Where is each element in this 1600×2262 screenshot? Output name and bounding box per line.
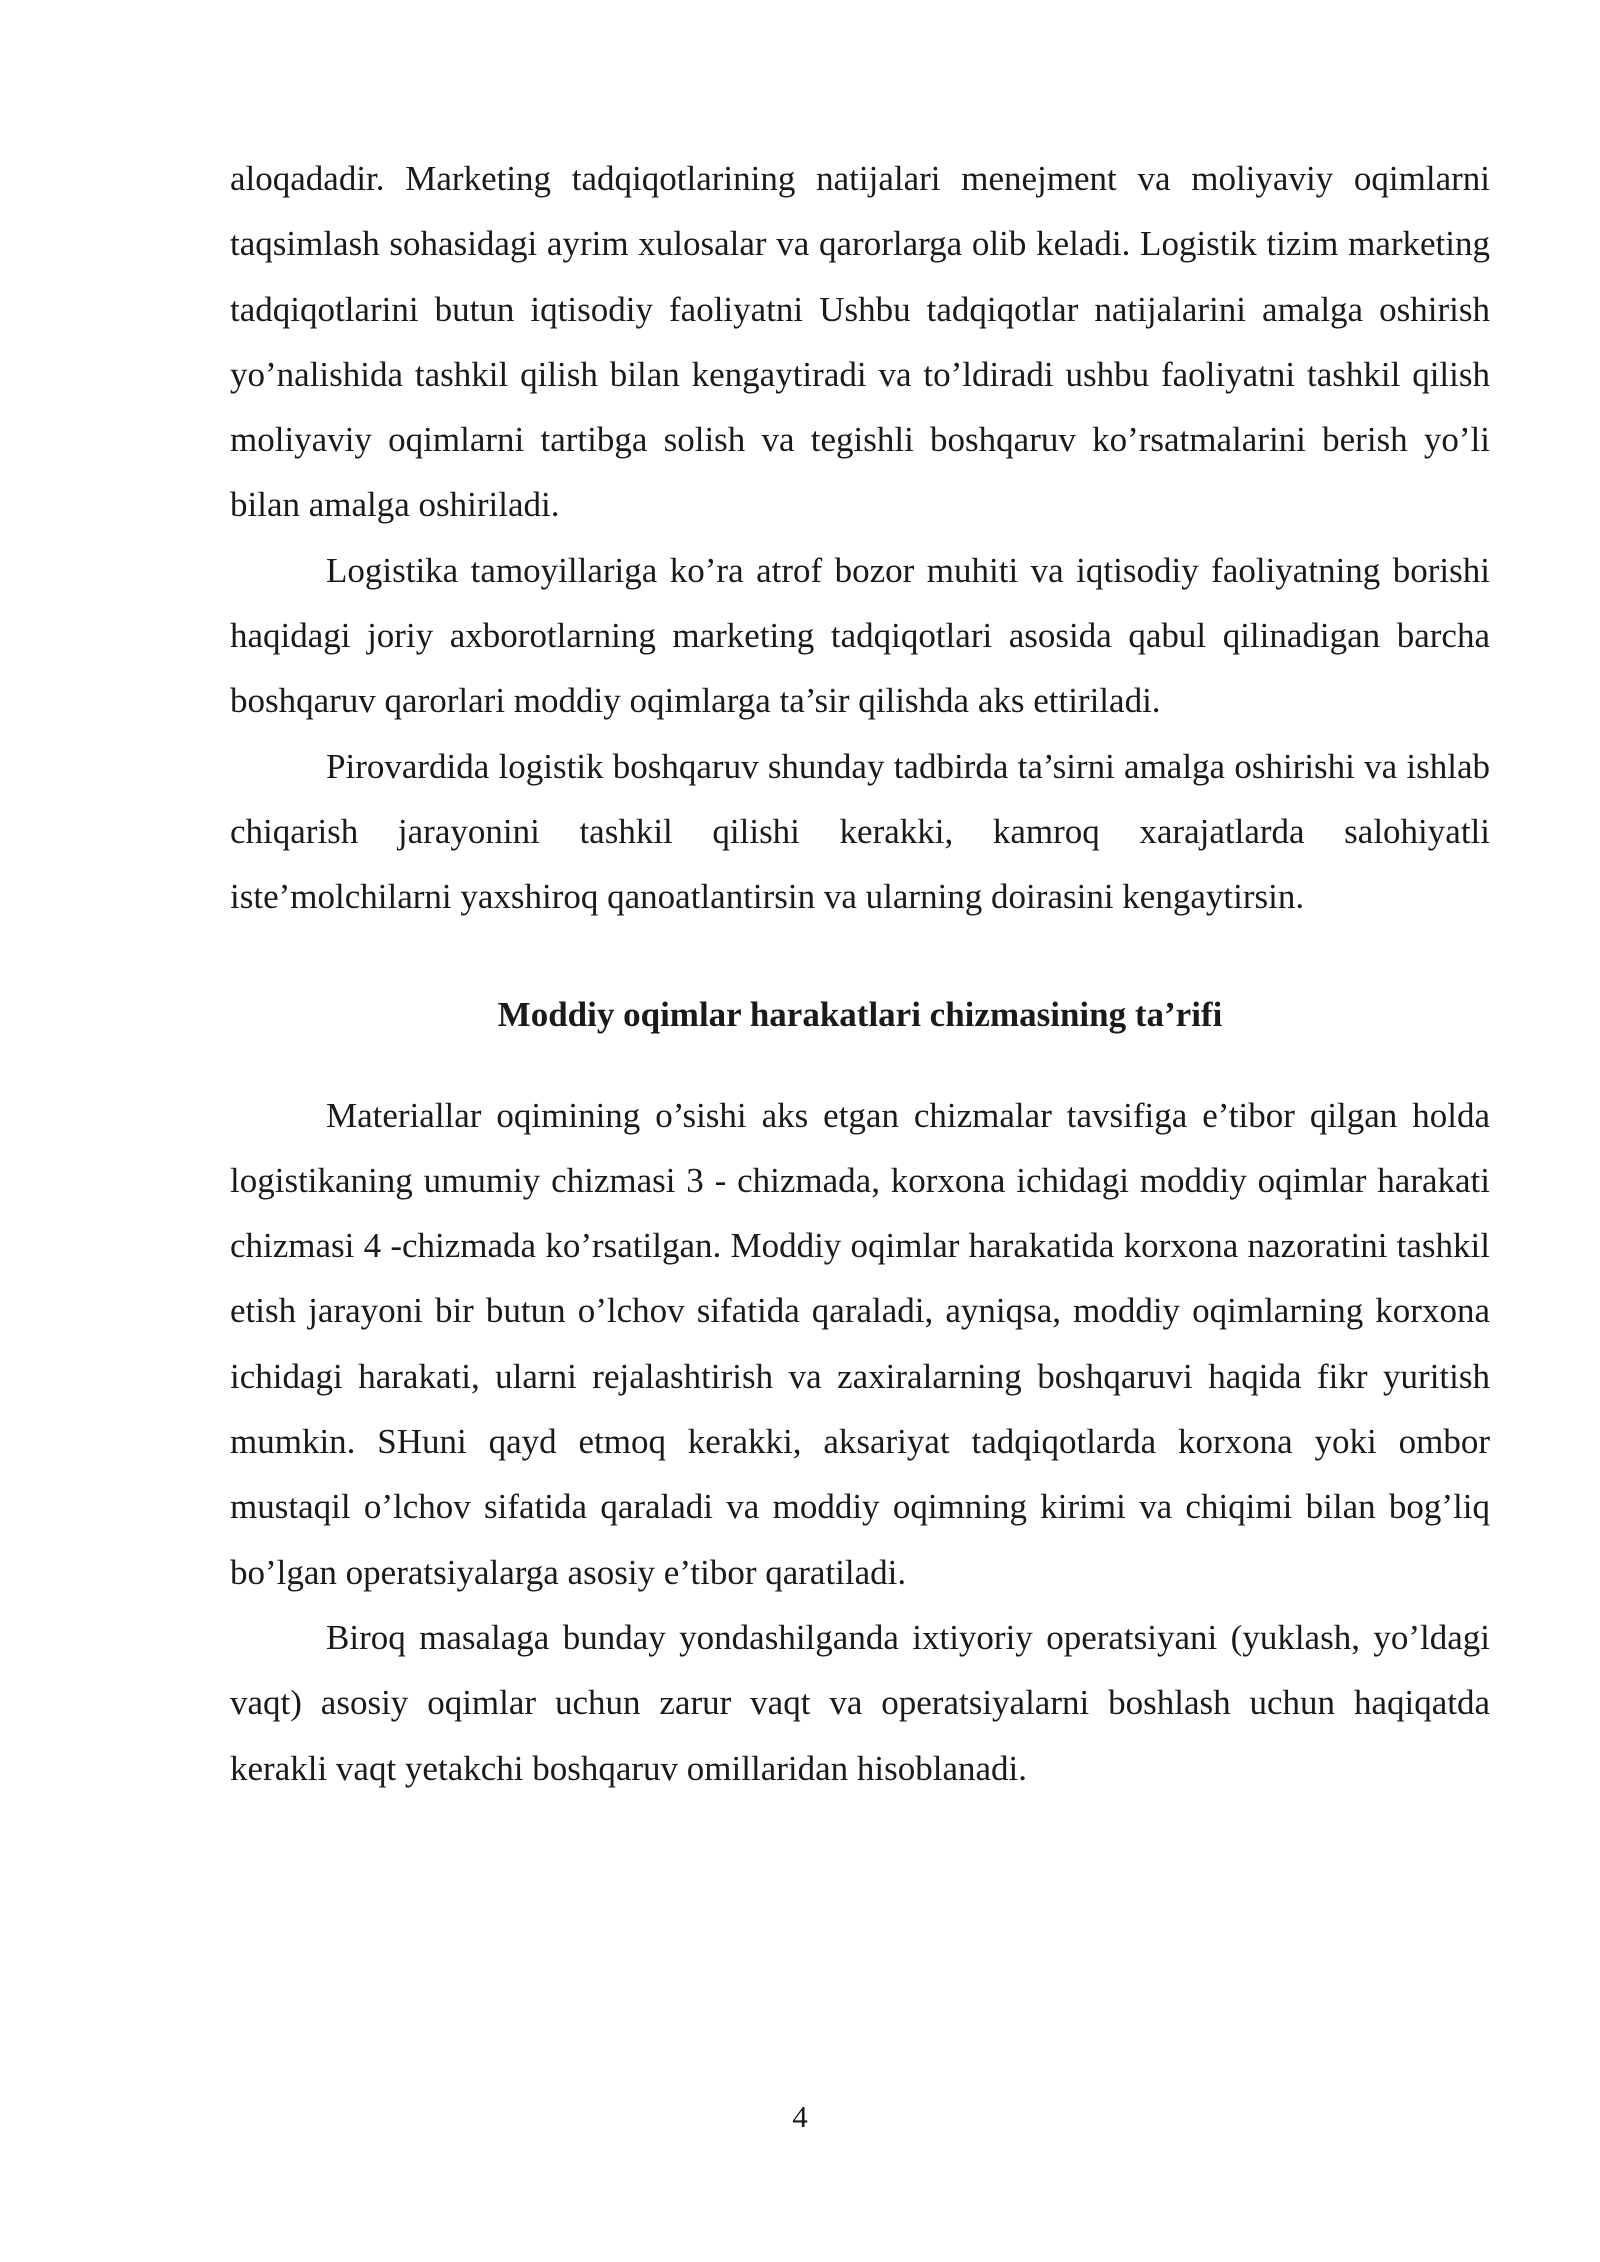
spacer xyxy=(230,930,1490,982)
paragraph-continuation: aloqadadir. Marketing tadqiqotlarining natijalari menejment va moliyaviy oqimlarni taqsimlash sohasidagi ayrim xulosalar va qarorlarga olib keladi. Logistik tizim marketing tadqiqotlarini butun iqtisodiy faoliyatni Ushbu tadqiqotlar natijalarini amalga oshirish yo’nalishida tashkil qilish bilan kengaytiradi va to’ldiradi ushbu faoliyatni tashkil qilish moliyaviy oqimlarni tartibga solish va tegishli boshqaruv ko’rsatmalarini berish yo’li bilan amalga oshiriladi. xyxy=(230,159,1490,525)
paragraph-logistics-principles: Logistika tamoyillariga ko’ra atrof bozor muhiti va iqtisodiy faoliyatning borishi haqidagi joriy axborotlarning marketing tadqiqotlari asosida qabul qilinadigan barcha boshqaruv qarorlari moddiy oqimlarga ta’sir qilishda aks ettiriladi. xyxy=(230,550,1490,721)
paragraph-logistic-management: Pirovardida logistik boshqaruv shunday tadbirda ta’sirni amalga oshirishi va ishlab chiqarish jarayonini tashkil qilishi kerakki, kamroq xarajatlarda salohiyatli iste’molchilarni yaxshiroq qanoatlantirsin va ularning doirasini kengaytirsin. xyxy=(230,746,1490,917)
spacer xyxy=(230,1047,1490,1083)
paragraph-material-flows: Materiallar oqimining o’sishi aks etgan chizmalar tavsifiga e’tibor qilgan holda logistikaning umumiy chizmasi 3 - chizmada, korxona ichidagi moddiy oqimlar harakati chizmasi 4 -chizmada ko’rsatilgan. Moddiy oqimlar harakatida korxona nazoratini tashkil etish jarayoni bir butun o’lchov sifatida qaraladi, ayniqsa, moddiy oqimlarning korxona ichidagi harakati, ularni rejalashtirish va zaxiralarning boshqaruvi haqida fikr yuritish mumkin. SHuni qayd etmoq kerakki, aksariyat tadqiqotlarda korxona yoki ombor mustaqil o’lchov sifatida qaraladi va moddiy oqimning kirimi va chiqimi bilan bog’liq bo’lgan operatsiyalarga asosiy e’tibor qaratiladi. xyxy=(230,1095,1490,1592)
page-number: 4 xyxy=(792,2099,808,2134)
page-content xyxy=(230,146,1490,1801)
paragraph-approach: Biroq masalaga bunday yondashilganda ixtiyoriy operatsiyani (yuklash, yo’ldagi vaqt) asosiy oqimlar uchun zarur vaqt va operatsiyalarni boshlash uchun haqiqatda kerakli vaqt yetakchi boshqaruv omillaridan hisoblanadi. xyxy=(230,1617,1490,1788)
section-heading: Moddiy oqimlar harakatlari chizmasining ta’rifi xyxy=(497,994,1223,1034)
